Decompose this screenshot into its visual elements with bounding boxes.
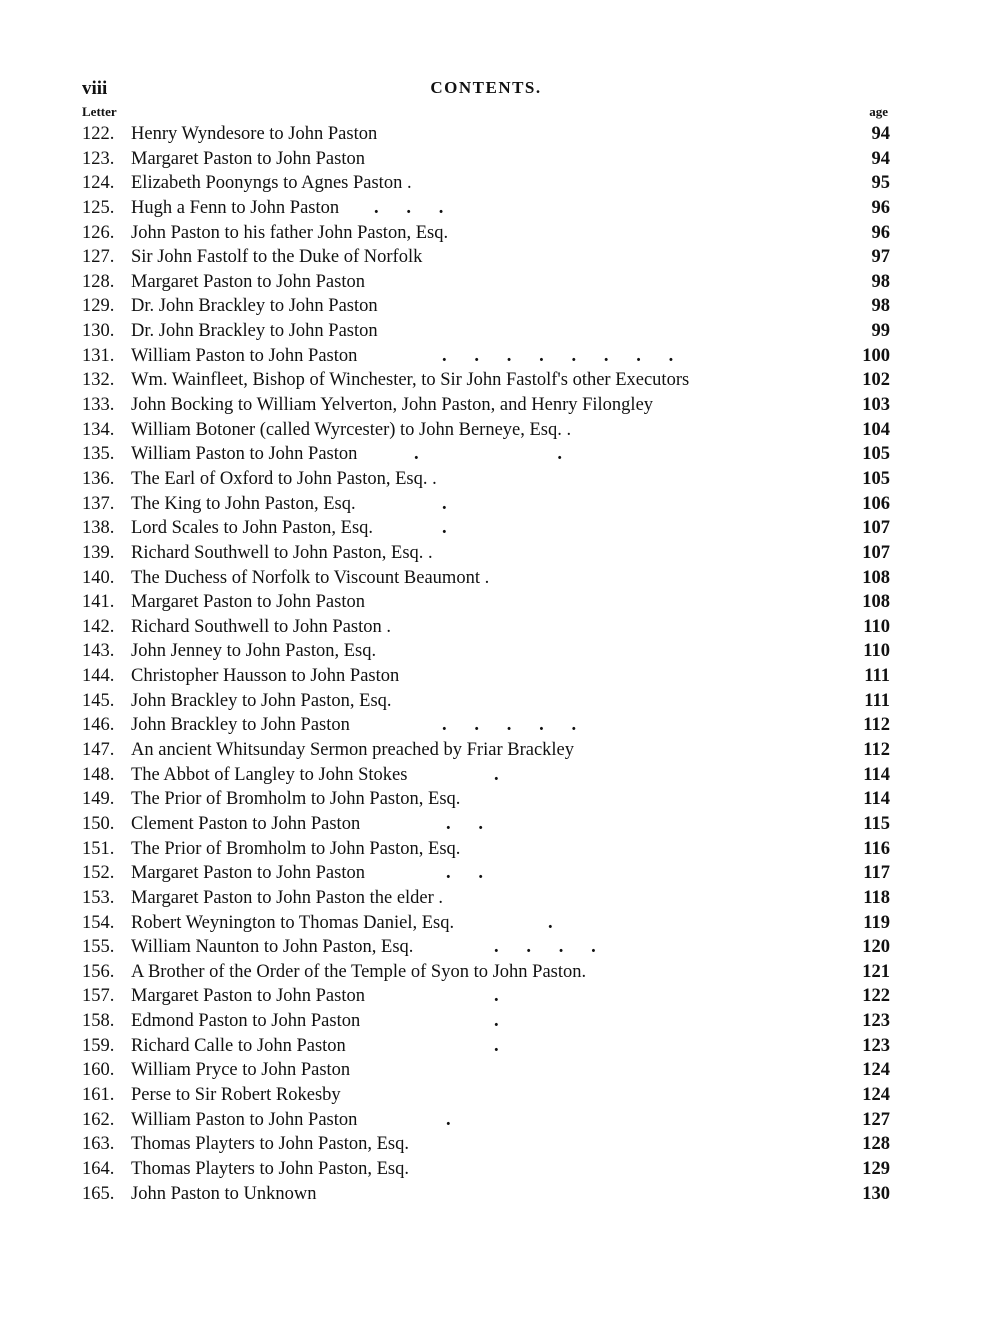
letter-number: 145. — [82, 690, 115, 711]
page-reference: 99 — [871, 321, 890, 342]
page-reference: 112 — [863, 715, 890, 736]
contents-entry — [82, 270, 890, 295]
letter-number: 128. — [82, 271, 115, 292]
letter-title: Dr. John Brackley to John Paston — [131, 321, 378, 342]
letter-number: 137. — [82, 493, 115, 514]
page-reference: 96 — [871, 222, 890, 243]
page-reference: 108 — [862, 592, 890, 613]
contents-entry — [82, 418, 890, 443]
page-reference: 128 — [862, 1134, 890, 1155]
leader-dots: . — [446, 1109, 451, 1130]
letter-title: Richard Calle to John Paston — [131, 1035, 346, 1056]
contents-entry — [82, 664, 890, 689]
leader-dots: . . . . — [494, 937, 596, 958]
page-reference: 124 — [862, 1084, 890, 1105]
letter-number: 158. — [82, 1011, 115, 1032]
letter-title: William Paston to John Paston — [131, 444, 358, 465]
letter-title: Margaret Paston to John Paston the elder . — [131, 887, 444, 908]
contents-entry — [82, 911, 890, 936]
contents-entry — [82, 492, 890, 517]
letter-number: 148. — [82, 764, 115, 785]
contents-entry — [82, 935, 890, 960]
leader-dots: . . — [414, 444, 562, 465]
letter-number: 161. — [82, 1084, 115, 1105]
page-reference: 119 — [863, 912, 890, 933]
contents-entry — [82, 294, 890, 319]
contents-entry — [82, 319, 890, 344]
letter-number: 160. — [82, 1060, 115, 1081]
page-reference: 103 — [862, 395, 890, 416]
letter-title: Clement Paston to John Paston — [131, 813, 361, 834]
letter-number: 143. — [82, 641, 115, 662]
contents-entry — [82, 1058, 890, 1083]
contents-entry — [82, 221, 890, 246]
contents-entry — [82, 689, 890, 714]
page-reference: 108 — [862, 567, 890, 588]
leader-dots: . — [548, 912, 553, 933]
contents-entry — [82, 1157, 890, 1182]
page-reference: 129 — [862, 1158, 890, 1179]
contents-entry — [82, 590, 890, 615]
contents-entry — [82, 763, 890, 788]
page-reference: 124 — [862, 1060, 890, 1081]
page-reference: 116 — [863, 838, 890, 859]
letter-number: 159. — [82, 1035, 115, 1056]
letter-number: 135. — [82, 444, 115, 465]
page-reference: 123 — [862, 1035, 890, 1056]
letter-column-header: Letter — [82, 104, 117, 119]
contents-entry — [82, 566, 890, 591]
page-reference: 117 — [863, 863, 890, 884]
letter-number: 133. — [82, 395, 115, 416]
page-reference: 120 — [862, 937, 890, 958]
page-title: CONTENTS. — [430, 78, 542, 97]
contents-entry — [82, 1132, 890, 1157]
page-reference: 114 — [863, 789, 890, 810]
leader-dots: . — [494, 1011, 499, 1032]
letter-title: William Paston to John Paston — [131, 1109, 358, 1130]
page-reference: 110 — [863, 616, 890, 637]
letter-number: 154. — [82, 912, 115, 933]
page-reference: 97 — [871, 247, 890, 268]
leader-dots: . — [442, 493, 447, 514]
contents-entry — [82, 984, 890, 1009]
leader-dots: . . . — [374, 197, 444, 218]
letter-number: 125. — [82, 197, 115, 218]
letter-number: 141. — [82, 592, 115, 613]
letter-title: William Pryce to John Paston — [131, 1060, 351, 1081]
letter-number: 140. — [82, 567, 115, 588]
page-number: viii — [82, 78, 108, 99]
page-reference: 107 — [862, 518, 890, 539]
letter-number: 139. — [82, 542, 115, 563]
letter-title: The Prior of Bromholm to John Paston, Esq. — [131, 838, 461, 859]
letter-title: The Duchess of Norfolk to Viscount Beaumont . — [131, 567, 490, 588]
page-reference: 98 — [871, 296, 890, 317]
contents-entry — [82, 1083, 890, 1108]
page-reference: 94 — [871, 148, 890, 169]
leader-dots: . — [494, 764, 499, 785]
letter-title: Margaret Paston to John Paston — [131, 592, 365, 613]
page-reference: 112 — [863, 740, 890, 761]
column-headers — [82, 104, 890, 122]
contents-entry — [82, 393, 890, 418]
page-reference: 111 — [864, 666, 890, 687]
letter-title: William Botoner (called Wyrcester) to John Berneye, Esq. . — [131, 419, 572, 440]
letter-number: 157. — [82, 986, 115, 1007]
letter-title: Margaret Paston to John Paston — [131, 863, 365, 884]
contents-entry — [82, 886, 890, 911]
contents-entry — [82, 1034, 890, 1059]
letter-number: 124. — [82, 173, 115, 194]
page-reference: 106 — [862, 493, 890, 514]
letter-title: Sir John Fastolf to the Duke of Norfolk — [131, 247, 423, 268]
letter-title: Elizabeth Poonyngs to Agnes Paston . — [131, 173, 412, 194]
contents-entry — [82, 1009, 890, 1034]
contents-entry — [82, 713, 890, 738]
letter-number: 122. — [82, 124, 115, 144]
letter-title: Richard Southwell to John Paston, Esq. . — [131, 542, 433, 563]
page-reference: 95 — [871, 173, 890, 194]
contents-entry — [82, 960, 890, 985]
letter-title: John Jenney to John Paston, Esq. — [131, 641, 377, 662]
letter-number: 131. — [82, 345, 115, 366]
page-reference: 102 — [862, 370, 890, 391]
contents-entry — [82, 171, 890, 196]
leader-dots: . . . . . — [442, 715, 577, 736]
letter-title: John Bocking to William Yelverton, John Paston, and Henry Filongley — [131, 395, 654, 416]
letter-number: 162. — [82, 1109, 115, 1130]
page-reference: 115 — [863, 813, 890, 834]
page-reference: 94 — [871, 124, 890, 144]
page-reference: 122 — [862, 986, 890, 1007]
letter-title: Margaret Paston to John Paston — [131, 986, 365, 1007]
contents-entry — [82, 837, 890, 862]
contents-entry — [82, 1182, 890, 1207]
contents-entry — [82, 344, 890, 369]
page-reference: 123 — [862, 1011, 890, 1032]
letter-title: Wm. Wainfleet, Bishop of Winchester, to Sir John Fastolf's other Executors — [131, 370, 690, 391]
letter-number: 163. — [82, 1134, 115, 1155]
contents-entry — [82, 122, 890, 147]
letter-title: Thomas Playters to John Paston, Esq. — [131, 1134, 410, 1155]
letter-number: 134. — [82, 419, 115, 440]
letter-title: Christopher Hausson to John Paston — [131, 666, 400, 687]
page-reference: 121 — [862, 961, 890, 982]
page-reference: 127 — [862, 1109, 890, 1130]
contents-entry — [82, 787, 890, 812]
contents-entry — [82, 516, 890, 541]
contents-entry — [82, 861, 890, 886]
letter-title: William Paston to John Paston — [131, 345, 358, 366]
contents-entry — [82, 368, 890, 393]
contents-entry — [82, 541, 890, 566]
page-reference: 110 — [863, 641, 890, 662]
page-reference: 105 — [862, 444, 890, 465]
letter-number: 146. — [82, 715, 115, 736]
letter-number: 151. — [82, 838, 115, 859]
page-reference: 98 — [871, 271, 890, 292]
page-reference: 130 — [862, 1183, 890, 1204]
letter-title: The Abbot of Langley to John Stokes — [131, 764, 408, 785]
letter-number: 155. — [82, 937, 115, 958]
letter-number: 136. — [82, 468, 115, 489]
page-reference: 114 — [863, 764, 890, 785]
letter-number: 150. — [82, 813, 115, 834]
letter-number: 144. — [82, 666, 115, 687]
letter-number: 132. — [82, 370, 115, 391]
contents-list — [82, 122, 890, 1206]
letter-title: The Earl of Oxford to John Paston, Esq. . — [131, 468, 437, 489]
letter-title: Perse to Sir Robert Rokesby — [131, 1084, 341, 1105]
letter-number: 164. — [82, 1158, 115, 1179]
contents-entry — [82, 812, 890, 837]
letter-title: A Brother of the Order of the Temple of Syon to John Paston. — [131, 961, 587, 982]
letter-title: John Brackley to John Paston — [131, 715, 350, 736]
contents-entry — [82, 245, 890, 270]
page-reference: 118 — [863, 887, 890, 908]
letter-number: 130. — [82, 321, 115, 342]
letter-title: Richard Southwell to John Paston . — [131, 616, 392, 637]
contents-entry — [82, 639, 890, 664]
letter-number: 123. — [82, 148, 115, 169]
page-reference: 96 — [871, 197, 890, 218]
contents-entry — [82, 615, 890, 640]
letter-number: 126. — [82, 222, 115, 243]
letter-number: 153. — [82, 887, 115, 908]
letter-number: 152. — [82, 863, 115, 884]
letter-title: The King to John Paston, Esq. — [131, 493, 356, 514]
letter-number: 165. — [82, 1183, 115, 1204]
letter-title: Edmond Paston to John Paston — [131, 1011, 361, 1032]
letter-number: 149. — [82, 789, 115, 810]
letter-title: Robert Weynington to Thomas Daniel, Esq. — [131, 912, 455, 933]
letter-title: John Brackley to John Paston, Esq. — [131, 690, 392, 711]
letter-title: The Prior of Bromholm to John Paston, Esq. — [131, 789, 461, 810]
leader-dots: . — [494, 986, 499, 1007]
letter-title: Margaret Paston to John Paston — [131, 148, 365, 169]
letter-number: 138. — [82, 518, 115, 539]
contents-entry — [82, 1108, 890, 1133]
letter-title: John Paston to his father John Paston, Esq. — [131, 222, 449, 243]
letter-title: Lord Scales to John Paston, Esq. — [131, 518, 374, 539]
contents-entry — [82, 147, 890, 172]
letter-number: 147. — [82, 740, 115, 761]
letter-title: John Paston to Unknown — [131, 1183, 317, 1204]
leader-dots: . . . . . . . . — [442, 345, 674, 366]
letter-title: Henry Wyndesore to John Paston — [131, 124, 378, 144]
letter-title: William Naunton to John Paston, Esq. — [131, 937, 414, 958]
contents-entry — [82, 442, 890, 467]
leader-dots: . — [494, 1035, 499, 1056]
letter-number: 129. — [82, 296, 115, 317]
letter-title: An ancient Whitsunday Sermon preached by Friar Brackley — [131, 740, 575, 761]
letter-title: Hugh a Fenn to John Paston — [131, 197, 340, 218]
page-column-header: age — [869, 104, 888, 119]
page-reference: 104 — [862, 419, 890, 440]
letter-title: Margaret Paston to John Paston — [131, 271, 365, 292]
letter-title: Dr. John Brackley to John Paston — [131, 296, 378, 317]
page-reference: 105 — [862, 468, 890, 489]
letter-title: Thomas Playters to John Paston, Esq. — [131, 1158, 410, 1179]
letter-number: 142. — [82, 616, 115, 637]
letter-number: 127. — [82, 247, 115, 268]
letter-number: 156. — [82, 961, 115, 982]
contents-entry — [82, 738, 890, 763]
contents-entry — [82, 196, 890, 221]
page-reference: 100 — [862, 345, 890, 366]
page-reference: 111 — [864, 690, 890, 711]
leader-dots: . — [442, 518, 447, 539]
page-reference: 107 — [862, 542, 890, 563]
leader-dots: . . — [446, 813, 483, 834]
contents-entry — [82, 467, 890, 492]
leader-dots: . . — [446, 863, 483, 884]
page-header — [82, 78, 890, 102]
